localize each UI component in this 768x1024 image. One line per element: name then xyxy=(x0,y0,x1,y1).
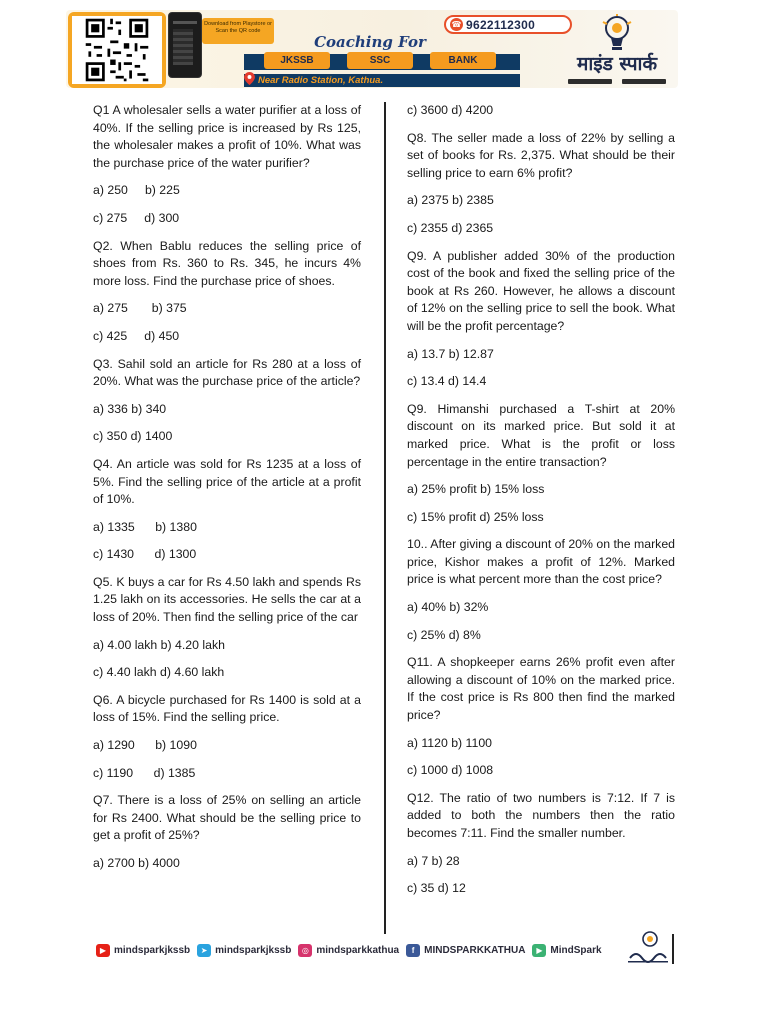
coaching-title: Coaching For xyxy=(314,33,426,51)
question-text: Q8. The seller made a loss of 22% by selling a set of books for Rs. 2,375. What should be their selling price to earn 6% profit? xyxy=(407,130,675,180)
social-link-instagram[interactable] xyxy=(298,944,399,957)
facebook-icon: f xyxy=(406,944,420,957)
answer-options: a) 1120 b) 1100 xyxy=(407,735,493,750)
contact-phone[interactable] xyxy=(444,15,572,34)
social-link-playstore[interactable] xyxy=(532,944,601,957)
social-link-youtube[interactable] xyxy=(96,944,190,957)
question-text: Q12. The ratio of two numbers is 7:12. If 7 is added to both the numbers then the ratio becomes 7:11. Find the smaller number. xyxy=(407,790,675,840)
social-label: mindsparkkathua xyxy=(316,944,400,956)
logo-tagline xyxy=(568,79,666,86)
question-text: Q4. An article was sold for Rs 1235 at a loss of 5%. Find the selling price of the article at a profit of 10%. xyxy=(93,456,361,507)
question-text: Q1 A wholesaler sells a water purifier at a loss of 40%. If the selling price is increased by Rs 125, the wholesaler makes a profit of 10%. What was the purchase price of the water purifier? xyxy=(93,103,361,170)
location-pin-icon xyxy=(244,72,255,85)
download-note: Download from Playstore or Scan the QR code xyxy=(202,18,274,44)
instagram-icon: ◎ xyxy=(298,944,312,957)
answer-options: c) 1430 d) 1300 xyxy=(93,547,197,562)
app-screenshot xyxy=(168,12,202,78)
answer-options: a) 336 b) 340 xyxy=(93,401,167,416)
left-column xyxy=(93,102,361,883)
social-label: mindsparkjkssb xyxy=(215,944,292,956)
phone-number: 9622112300 xyxy=(466,17,536,32)
question-text: Q11. A shopkeeper earns 26% profit even after allowing a discount of 10% on the marked price. If the cost price is Rs 800 then find the marked price? xyxy=(407,655,675,723)
playstore-icon: ▶ xyxy=(532,944,546,957)
answer-options: a) 4.00 lakh b) 4.20 lakh xyxy=(93,637,225,652)
answer-options: c) 1190 d) 1385 xyxy=(93,765,196,780)
answer-options: c) 425 d) 450 xyxy=(93,328,180,343)
question-text: Q9. A publisher added 30% of the production cost of the book and fixed the selling price of the book at Rs 260. However, he allows a discount of 12% on the selling price to sell the book. What will be the profit percentage? xyxy=(407,248,675,333)
footer-divider xyxy=(672,934,674,964)
answer-options: c) 275 d) 300 xyxy=(93,210,180,225)
answer-options: c) 1000 d) 1008 xyxy=(407,763,494,778)
social-label: mindsparkjkssb xyxy=(114,944,191,956)
social-footer xyxy=(96,934,676,966)
question-text: Q3. Sahil sold an article for Rs 280 at a loss of 20%. What was the purchase price of the article? xyxy=(93,356,361,389)
question-text: Q9. Himanshi purchased a T-shirt at 20% discount on its marked price. But sold it at marked price. What is the profit or loss percentage in the entire transaction? xyxy=(407,401,675,469)
telegram-icon: ➤ xyxy=(197,944,211,957)
qr-code-icon xyxy=(72,16,162,84)
question-text: Q2. When Bablu reduces the selling price of shoes from Rs. 360 to Rs. 345, he incurs 4% more loss. Find the purchase price of shoes. xyxy=(93,238,361,288)
answer-options: c) 350 d) 1400 xyxy=(93,429,173,444)
answer-options: a) 7 b) 28 xyxy=(407,853,460,868)
location-label: Near Radio Station, Kathua. xyxy=(244,74,520,87)
answer-options: a) 2375 b) 2385 xyxy=(407,193,494,208)
answer-options: c) 15% profit d) 25% loss xyxy=(407,509,544,524)
phone-icon: ☎ xyxy=(451,20,462,29)
answer-options: c) 3600 d) 4200 xyxy=(407,103,494,117)
question-text: Q5. K buys a car for Rs 4.50 lakh and spends Rs 1.25 lakh on its accessories. He sells the car at a loss of 20%. Then find the selling price of the car xyxy=(93,574,361,625)
social-link-facebook[interactable] xyxy=(406,944,525,957)
answer-options: c) 13.4 d) 14.4 xyxy=(407,374,487,389)
right-column xyxy=(407,102,675,908)
social-label: MindSpark xyxy=(550,944,602,956)
answer-options: c) 4.40 lakh d) 4.60 lakh xyxy=(93,665,225,680)
exam-tag-ssc: SSC xyxy=(347,52,413,69)
answer-options: a) 2700 b) 4000 xyxy=(93,856,180,870)
answer-options: c) 2355 d) 2365 xyxy=(407,220,494,235)
question-text: Q6. A bicycle purchased for Rs 1400 is sold at a loss of 15%. Find the selling price. xyxy=(93,692,361,725)
exam-tag-bank: BANK xyxy=(430,52,496,69)
answer-options: a) 250 b) 225 xyxy=(93,183,180,198)
answer-options: a) 1335 b) 1380 xyxy=(93,519,197,534)
answer-options: a) 25% profit b) 15% loss xyxy=(407,482,545,497)
social-label: MINDSPARKKATHUA xyxy=(424,944,526,956)
footer-logo-icon xyxy=(626,930,670,966)
answer-options: c) 35 d) 12 xyxy=(407,881,466,896)
question-text: 10.. After giving a discount of 20% on the marked price, Kishor makes a profit of 12%. Marked price is what percent more than the cost price? xyxy=(407,537,675,587)
question-text: Q7. There is a loss of 25% on selling an article for Rs 2400. What should be the selling price to get a profit of 25%? xyxy=(93,793,361,843)
answer-options: a) 275 b) 375 xyxy=(93,301,187,316)
social-link-telegram[interactable] xyxy=(197,944,291,957)
answer-options: a) 13.7 b) 12.87 xyxy=(407,346,494,361)
answer-options: a) 40% b) 32% xyxy=(407,600,489,615)
logo-text: माइंड स्पार्क xyxy=(576,53,658,75)
youtube-icon: ▶ xyxy=(96,944,110,957)
answer-options: a) 1290 b) 1090 xyxy=(93,738,197,753)
qr-code[interactable] xyxy=(68,12,166,88)
answer-options: c) 25% d) 8% xyxy=(407,627,481,642)
column-divider xyxy=(384,102,386,934)
exam-tag-jkssb: JKSSB xyxy=(264,52,330,69)
